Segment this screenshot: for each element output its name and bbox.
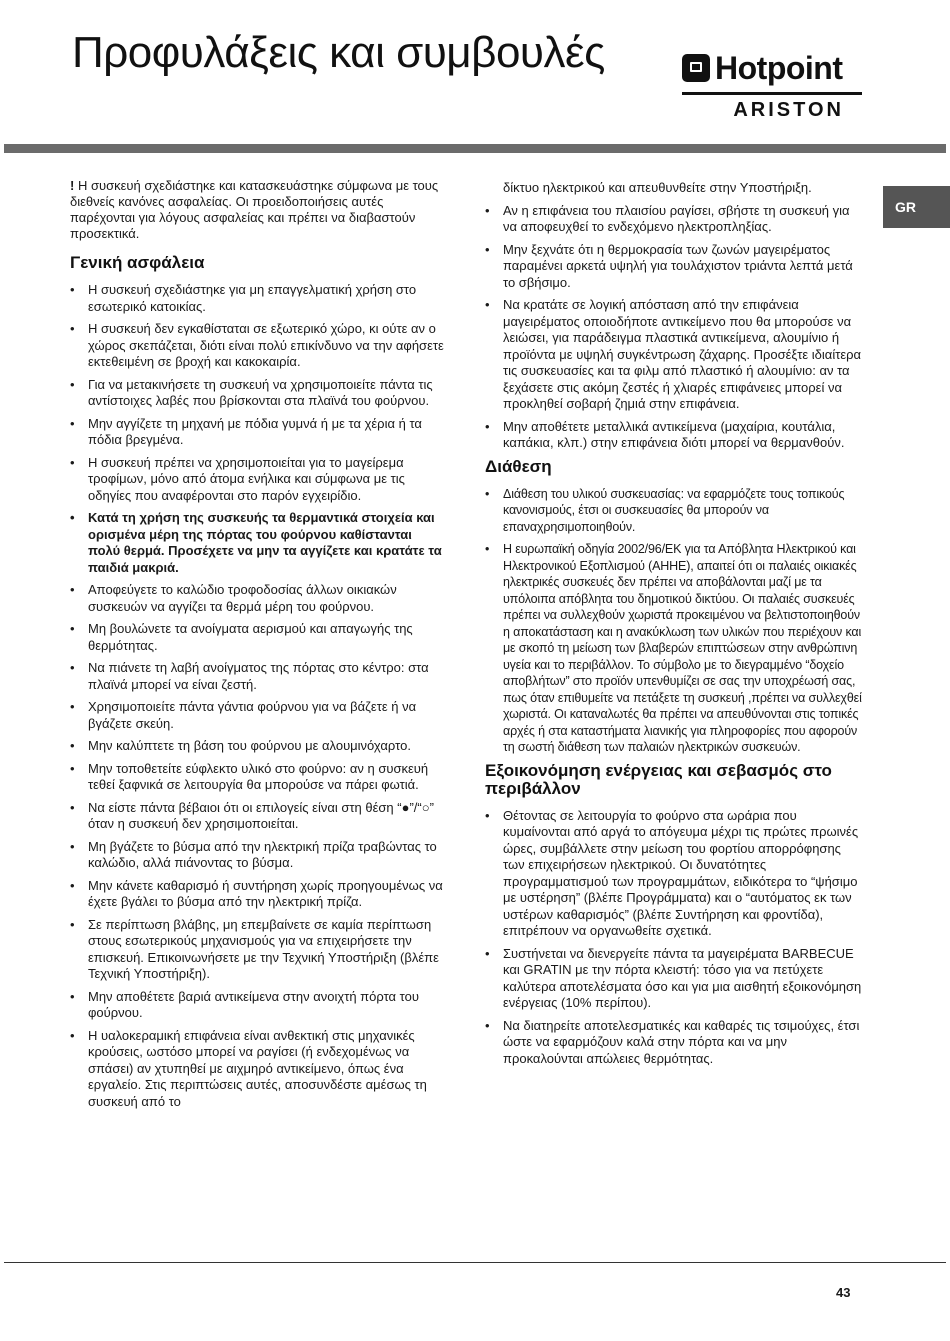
list-item: • Η ευρωπαϊκή οδηγία 2002/96/ΕΚ για τα Απόβλητα Ηλεκτρικού και Ηλεκτρονικού Εξοπλισμού (ΑΗΗΕ), απαιτεί ότι οι παλαιές οικιακές ηλεκτρικές συσκευές δεν πρέπει να αποβάλονται μαζί με τα υπόλοιπα απόβλητα του δημοτικού δικτύου. Οι παλαιές συσκευές πρέπει να συλλεχθούν χωριστά προκειμένου να βελτιστοποιηθούν η αποκατάσταση και η ανακύκλωση των υλικών που περιέχουν και με σκοπό τη μείωση των βλαβερών επιπτώσεων στην ανθρώπινη υγεία και το περιβάλλον. Το σύμβολο με το διεγραμμένο “δοχείο αποβλήτων” στο προϊόν υπενθυμίζει σε σας την υποχρέωσή σας, πως όταν επιθυμείτε να πετάξετε τη συσκευή ,πρέπει να συλλεχθεί χωριστά. Οι καταναλωτές θα πρέπει να απευθύνονται στις τοπικές αρχές ή στα καταστήματα λιανικής για πληροφορίες που αφορούν τη σωστή διάθεση των παλαιών ηλεκτρικών συσκευών.	[485, 541, 865, 756]
list-item: • Για να μετακινήσετε τη συσκευή να χρησιμοποιείτε πάντα τις αντίστοιχες λαβές που βρίσκονται στα πλαϊνά του φούρνου.	[70, 377, 445, 410]
page-title: Προφυλάξεις και συμβουλές	[72, 28, 605, 77]
list-item: • Η συσκευή δεν εγκαθίσταται σε εξωτερικό χώρο, κι ούτε αν ο χώρος σκεπάζεται, διότι είναι πολύ επικίνδυνο να την αφήσετε εκτεθειμένη σε βροχή και κακοκαιρία.	[70, 321, 445, 371]
page-number: 43	[836, 1285, 851, 1300]
list-item: • Να κρατάτε σε λογική απόσταση από την επιφάνεια μαγειρέματος οποιοδήποτε αντικείμενο που θα μπορούσε να λειώσει, για παράδειγμα πλαστικά αντικείμενα, αλουμίνιο ή προϊόντα με υψηλή συγκέντρωση ζάχαρης. Προσέξτε ιδιαίτερα τις συσκευασίες και τα φιλμ από πλαστικό ή αλουμίνιο: αν τα ξεχάσετε στις ακόμη ζεστές ή χλιαρές επιφάνειες μπορεί να προκληθεί σοβαρή ζημιά στην επιφάνεια.	[485, 297, 865, 413]
list-item: • Συστήνεται να διενεργείτε πάντα τα μαγειρέματα BARBECUE και GRATIN με την πόρτα κλειστή: τόσο για να πετύχετε καλύτερα αποτελέσματα όσο και για μια αισθητή εξοικονόμηση ενέργειας (10% περίπου).	[485, 946, 865, 1012]
disposal-heading: Διάθεση	[485, 456, 552, 476]
hotpoint-ariston-logo	[682, 48, 862, 122]
list-item: • Να διατηρείτε αποτελεσματικές και καθαρές τις τσιμούχες, έτσι ώστε να εφαρμόζουν καλά στην πόρτα και να μην προκαλούνται απώλειες θερμότητας.	[485, 1018, 865, 1068]
list-item: • Μην αγγίζετε τη μηχανή με πόδια γυμνά ή με τα χέρια ή τα πόδια βρεγμένα.	[70, 416, 445, 449]
brand-name-top: Hotpoint	[715, 50, 843, 86]
list-item: • Αποφεύγετε το καλώδιο τροφοδοσίας άλλων οικιακών συσκευών να αγγίζει τα θερμά μέρη του φούρνου.	[70, 582, 445, 615]
header-divider	[4, 144, 946, 153]
list-item: • Μη βουλώνετε τα ανοίγματα αερισμού και απαγωγής της θερμότητας.	[70, 621, 445, 654]
language-tab: GR	[883, 186, 950, 228]
right-column	[485, 180, 865, 1073]
safety-intro	[70, 178, 445, 242]
list-item: • Αν η επιφάνεια του πλαισίου ραγίσει, σβήστε τη συσκευή για να αποφευχθεί το ενδεχόμενο ηλεκτροπληξίας.	[485, 203, 865, 236]
general-safety-heading: Γενική ασφάλεια	[70, 253, 205, 272]
list-item: • Σε περίπτωση βλάβης, μη επεμβαίνετε σε καμία περίπτωση στους εσωτερικούς μηχανισμούς για να επιχειρήσετε την επισκευή. Επικοινωνήσετε με την Τεχνική Υποστήριξη (βλέπε Τεχνική Υποστήριξη).	[70, 917, 445, 983]
hotpoint-logo-icon	[682, 54, 710, 82]
list-item: • Μην αποθέτετε μεταλλικά αντικείμενα (μαχαίρια, κουτάλια, καπάκια, κλπ.) στην επιφάνεια διότι μπορεί να θερμανθούν.	[485, 419, 865, 452]
list-item: • Η υαλοκεραμική επιφάνεια είναι ανθεκτική στις μηχανικές κρούσεις, ωστόσο μπορεί να ραγίσει (ή ενδεχομένως να σπάσει) αν χτυπηθεί με αιχμηρό αντικείμενο, όπως ένα εργαλείο. Στις περιπτώσεις αυτές, αποσυνδέστε αμέσως τη συσκευή από το	[70, 1028, 445, 1111]
footer-divider	[4, 1262, 946, 1263]
safety-list-continued	[485, 203, 865, 452]
disposal-list	[485, 486, 865, 756]
list-item: • Η συσκευή πρέπει να χρησιμοποιείται για το μαγείρεμα τροφίμων, μόνο από άτομα ενήλικα και σύμφωνα με τις οδηγίες που αναφέρονται στο παρόν εγχειρίδιο.	[70, 455, 445, 505]
list-item: • Χρησιμοποιείτε πάντα γάντια φούρνου για να βάζετε ή να βγάζετε σκεύη.	[70, 699, 445, 732]
left-column	[70, 178, 445, 1116]
warning-mark: !	[70, 178, 75, 193]
continuation-text: δίκτυο ηλεκτρικού και απευθυνθείτε στην Υποστήριξη.	[503, 180, 812, 195]
list-item-warning: • Κατά τη χρήση της συσκευής τα θερμαντικά στοιχεία και ορισμένα μέρη της πόρτας του φούρνου καθίστανται πολύ θερμά. Προσέχετε να μην τα αγγίζετε και κρατάτε τα παιδιά μακριά.	[70, 510, 445, 576]
logo-divider	[682, 92, 862, 95]
list-item: • Μην αποθέτετε βαριά αντικείμενα στην ανοιχτή πόρτα του φούρνου.	[70, 989, 445, 1022]
list-item: • Να πιάνετε τη λαβή ανοίγματος της πόρτας στο κέντρο: στα πλαϊνά μπορεί να είναι ζεστή.	[70, 660, 445, 693]
energy-list	[485, 808, 865, 1068]
list-item: • Μην ξεχνάτε ότι η θερμοκρασία των ζωνών μαγειρέματος παραμένει αρκετά υψηλή για τουλάχιστον τριάντα λεπτά μετά το σβήσιμο.	[485, 242, 865, 292]
list-item: • Μην καλύπτετε τη βάση του φούρνου με αλουμινόχαρτο.	[70, 738, 445, 755]
brand-name-bottom: ARISTON	[733, 99, 844, 121]
intro-text: Η συσκευή σχεδιάστηκε και κατασκευάστηκε σύμφωνα με τους διεθνείς κανόνες ασφαλείας. Οι προειδοποιήσεις αυτές παρέχονται για λόγους ασφαλείας και πρέπει να διαβαστούν προσεκτικά.	[70, 178, 439, 241]
list-item: • Μη βγάζετε το βύσμα από την ηλεκτρική πρίζα τραβώντας το καλώδιο, αλλά πιάνοντας το βύσμα.	[70, 839, 445, 872]
list-item: • Διάθεση του υλικού συσκευασίας: να εφαρμόζετε τους τοπικούς κανονισμούς, έτσι οι συσκευασίες θα μπορούν να επαναχρησιμοποιηθούν.	[485, 486, 865, 536]
list-item: • Μην κάνετε καθαρισμό ή συντήρηση χωρίς προηγουμένως να έχετε βγάλει το βύσμα από την ηλεκτρική πρίζα.	[70, 878, 445, 911]
list-item: • Μην τοποθετείτε εύφλεκτο υλικό στο φούρνο: αν η συσκευή τεθεί ξαφνικά σε λειτουργία θα μπορούσε να πάρει φωτιά.	[70, 761, 445, 794]
list-item: • Η συσκευή σχεδιάστηκε για μη επαγγελματική χρήση στο εσωτερικό κατοικίας.	[70, 282, 445, 315]
list-item: • Να είστε πάντα βέβαιοι ότι οι επιλογείς είναι στη θέση “●”/“○” όταν η συσκευή δεν χρησιμοποιείται.	[70, 800, 445, 833]
list-item: • Θέτοντας σε λειτουργία το φούρνο στα ωράρια που κυμαίνονται από αργά το απόγευμα μέχρι τις πρώτες πρωινές ώρες, συμβάλλετε στην μείωση του φορτίου απορρόφησης των επιχειρήσεων ηλεκτρικού. Οι δυνατότητες προγραμματισμού των προγραμμάτων, ειδικότερα το “ψήσιμο με υστέρηση” (βλέπε Προγράμματα) και ο “αυτόματος εκ των υστέρων καθαρισμός” (βλέπε Συντήρηση και φροντίδα), επιτρέπουν να οργανωθείτε σχετικά.	[485, 808, 865, 940]
general-safety-list	[70, 282, 445, 1110]
energy-heading: Εξοικονόμηση ενέργειας και σεβασμός στο περιβάλλον	[485, 760, 832, 798]
